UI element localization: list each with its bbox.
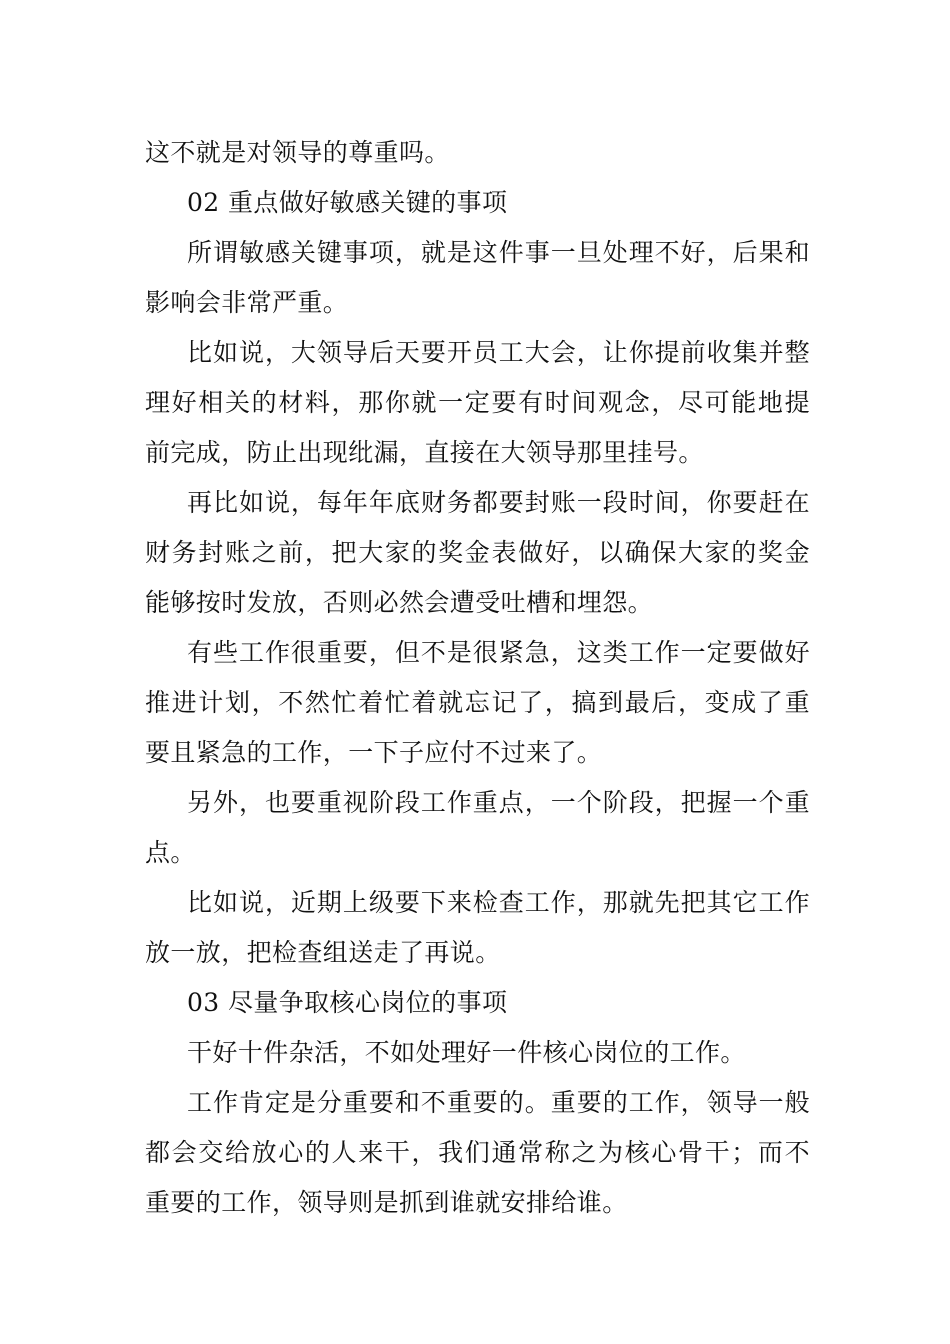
paragraph <box>145 1078 810 1228</box>
text-line: 有些工作很重要，但不是很紧急，这类工作一定要做好 <box>187 638 810 667</box>
text-line: 点。 <box>145 838 196 867</box>
heading-line: 03 尽量争取核心岗位的事项 <box>187 988 508 1017</box>
section-heading-03 <box>145 978 810 1028</box>
text-line: 推进计划，不然忙着忙着就忘记了，搞到最后，变成了重 <box>145 688 810 717</box>
text-line: 要且紧急的工作，一下子应付不过来了。 <box>145 738 603 767</box>
text-line: 能够按时发放，否则必然会遭受吐槽和埋怨。 <box>145 588 654 617</box>
document-page <box>145 128 810 1228</box>
text-line: 再比如说，每年年底财务都要封账一段时间，你要赶在 <box>187 488 810 517</box>
text-line: 都会交给放心的人来干，我们通常称之为核心骨干；而不 <box>145 1138 810 1167</box>
text-line: 影响会非常严重。 <box>145 288 349 317</box>
paragraph <box>145 1028 810 1078</box>
paragraph <box>145 228 810 328</box>
text-line: 所谓敏感关键事项，就是这件事一旦处理不好，后果和 <box>187 238 810 267</box>
text-line: 比如说，近期上级要下来检查工作，那就先把其它工作 <box>187 888 810 917</box>
text-line: 前完成，防止出现纰漏，直接在大领导那里挂号。 <box>145 438 704 467</box>
text-line: 放一放，把检查组送走了再说。 <box>145 938 501 967</box>
text-line: 财务封账之前，把大家的奖金表做好，以确保大家的奖金 <box>145 538 810 567</box>
paragraph <box>145 628 810 778</box>
paragraph <box>145 778 810 878</box>
section-heading-02 <box>145 178 810 228</box>
text-line: 比如说，大领导后天要开员工大会，让你提前收集并整 <box>187 338 810 367</box>
paragraph <box>145 328 810 478</box>
paragraph <box>145 878 810 978</box>
text-line: 另外，也要重视阶段工作重点，一个阶段，把握一个重 <box>187 788 810 817</box>
text-line: 干好十件杂活，不如处理好一件核心岗位的工作。 <box>187 1038 746 1067</box>
text-line: 工作肯定是分重要和不重要的。重要的工作，领导一般 <box>187 1088 810 1117</box>
text-line: 重要的工作，领导则是抓到谁就安排给谁。 <box>145 1188 628 1217</box>
paragraph <box>145 478 810 628</box>
heading-line: 02 重点做好敏感关键的事项 <box>187 188 508 217</box>
text-line: 这不就是对领导的尊重吗。 <box>145 138 450 167</box>
paragraph-continuation <box>145 128 810 178</box>
text-line: 理好相关的材料，那你就一定要有时间观念，尽可能地提 <box>145 388 810 417</box>
